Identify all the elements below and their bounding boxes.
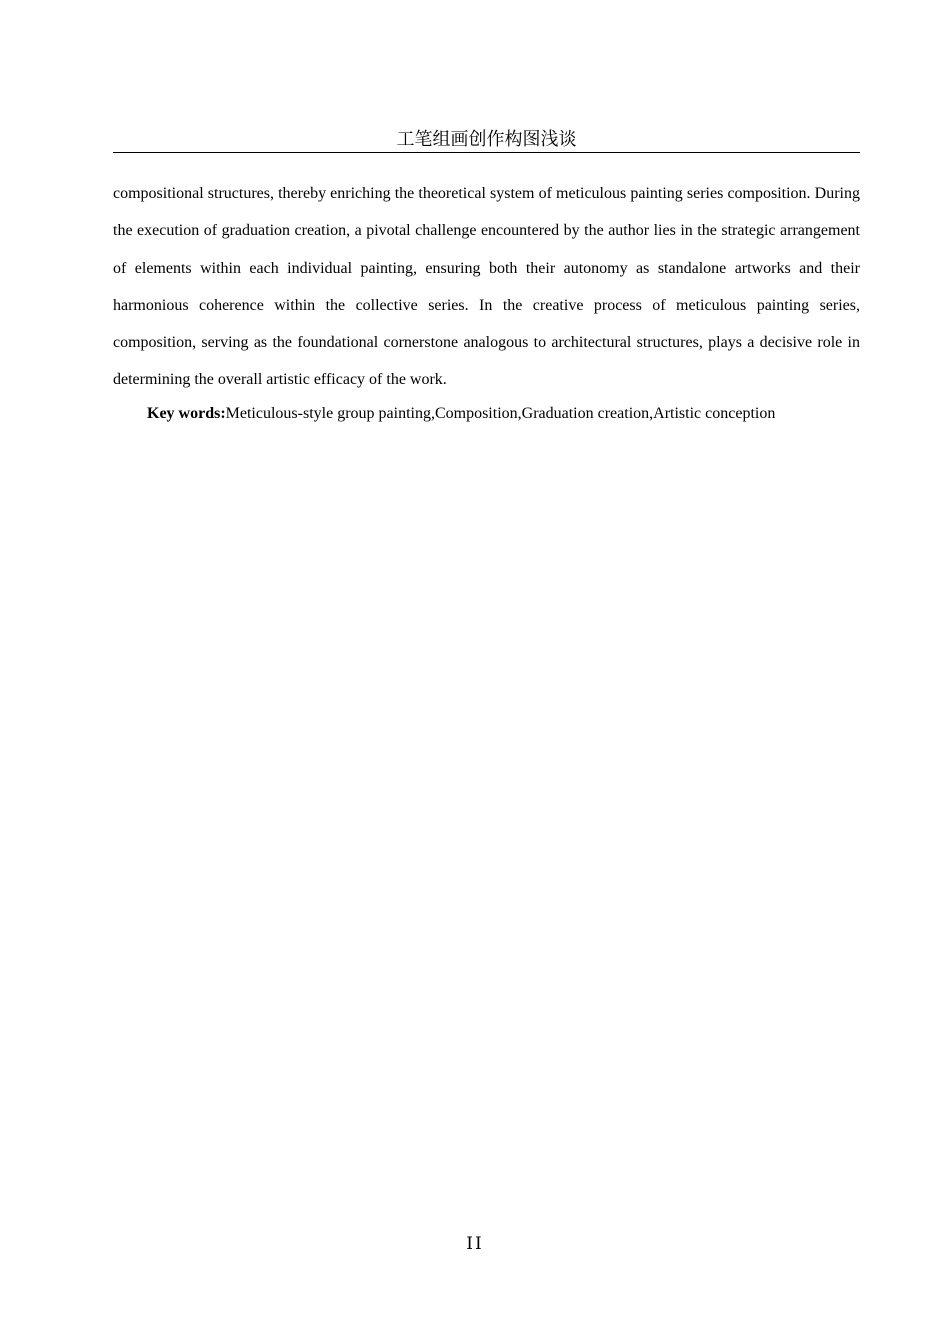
- keywords-label: Key words:: [147, 405, 226, 422]
- keywords-value: Meticulous-style group painting,Composition,Graduation creation,Artistic conception: [225, 405, 776, 422]
- abstract-body-paragraph: compositional structures, thereby enriching the theoretical system of meticulous painting series composition. During the execution of graduation creation, a pivotal challenge encountered by the author lies in the strategic arrangement of elements within each individual painting, ensuring both their autonomy as standalone artworks and their harmonious coherence within the collective series. In the creative process of meticulous painting series, composition, serving as the foundational cornerstone analogous to architectural structures, plays a decisive role in determining the overall artistic efficacy of the work.: [113, 185, 860, 389]
- running-header-title: 工笔组画创作构图浅谈: [113, 128, 860, 153]
- keywords-line: [147, 400, 860, 428]
- page-number: II: [466, 1234, 484, 1254]
